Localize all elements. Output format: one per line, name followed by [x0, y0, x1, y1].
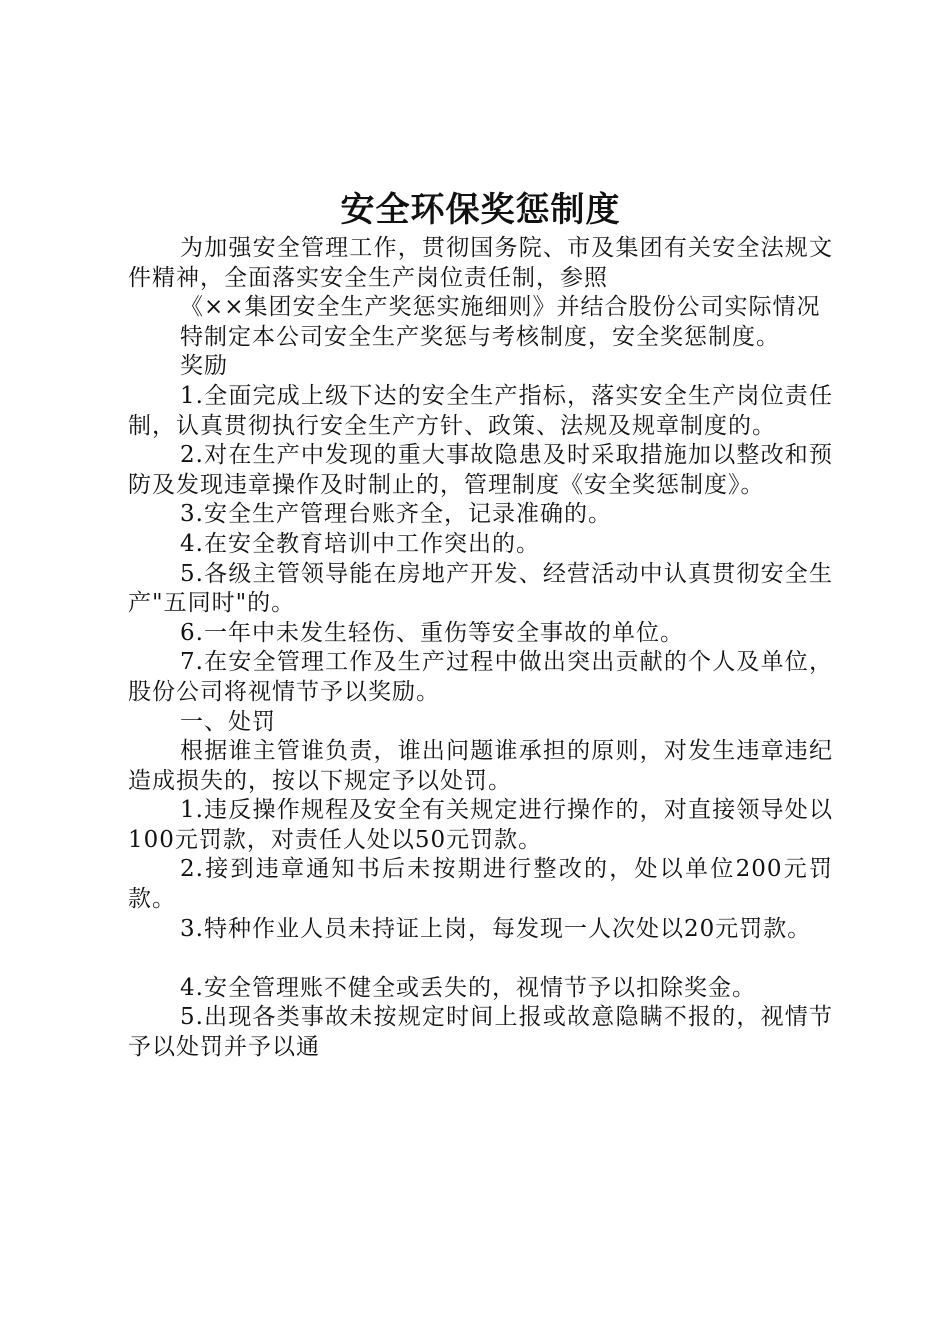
reward-item-3: 3.安全生产管理台账齐全，记录准确的。 — [180, 501, 612, 528]
penalty-item-5: 5.出现各类事故未按规定时间上报或故意隐瞒不报的，视情节予以处罚并予以通 — [128, 1004, 833, 1061]
paragraph-reference: 《××集团安全生产奖惩实施细则》并结合股份公司实际情况 — [180, 294, 821, 321]
reward-item-2: 2.对在生产中发现的重大事故隐患及时采取措施加以整改和预防及发现违章操作及时制止的，管理制度《安全奖惩制度》。 — [128, 442, 833, 498]
document-body — [128, 188, 833, 1063]
reward-item-4: 4.在安全教育培训中工作突出的。 — [180, 530, 540, 557]
section-heading-penalties: 一、处罚 — [180, 708, 276, 735]
penalty-item-4: 4.安全管理账不健全或丢失的，视情节予以扣除奖金。 — [180, 974, 756, 1001]
penalty-principle: 根据谁主管谁负责，谁出问题谁承担的原则，对发生违章违纪造成损失的，按以下规定予以处罚。 — [128, 738, 833, 794]
reward-item-6: 6.一年中未发生轻伤、重伤等安全事故的单位。 — [180, 619, 684, 646]
reward-item-1: 1.全面完成上级下达的安全生产指标，落实安全生产岗位责任制，认真贯彻执行安全生产方针、政策、法规及规章制度的。 — [128, 382, 833, 439]
section-heading-rewards: 奖励 — [180, 353, 228, 380]
penalty-item-3: 3.特种作业人员未持证上岗，每发现一人次处以20元罚款。 — [180, 915, 812, 942]
paragraph-intro: 为加强安全管理工作，贯彻国务院、市及集团有关安全法规文件精神，全面落实安全生产岗位责任制，参照 — [128, 235, 833, 291]
reward-item-7: 7.在安全管理工作及生产过程中做出突出贡献的个人及单位，股份公司将视情节予以奖励。 — [128, 649, 833, 705]
blank-line — [128, 944, 833, 974]
penalty-item-2: 2.接到违章通知书后未按期进行整改的，处以单位200元罚款。 — [128, 856, 833, 913]
document-title: 安全环保奖惩制度 — [340, 190, 621, 230]
reward-item-5: 5.各级主管领导能在房地产开发、经营活动中认真贯彻安全生产"五同时"的。 — [128, 560, 833, 617]
penalty-item-1: 1.违反操作规程及安全有关规定进行操作的，对直接领导处以100元罚款，对责任人处以50元罚款。 — [128, 797, 833, 853]
paragraph-purpose: 特制定本公司安全生产奖惩与考核制度，安全奖惩制度。 — [180, 323, 780, 350]
